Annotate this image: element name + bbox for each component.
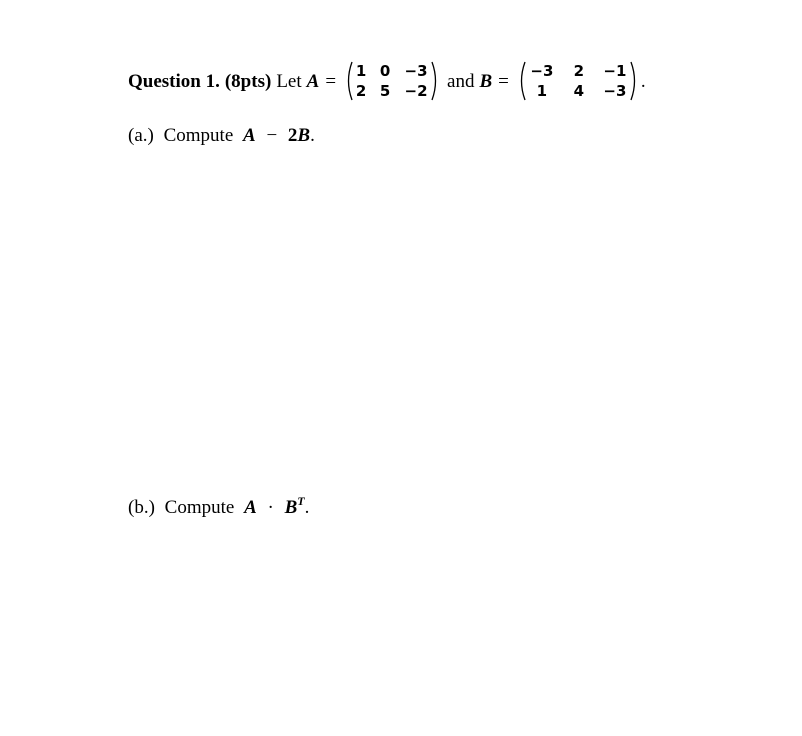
matrix-b-cell: 2 [573,61,585,80]
dot-operator: · [267,497,274,518]
part-b-text: Compute [164,497,235,518]
left-paren-icon [344,61,353,101]
matrix-b-cell: −3 [603,81,627,100]
matrix-b-cell: −1 [603,61,627,80]
matrix-a-variable: A [306,70,320,92]
part-a-text: Compute [163,125,234,146]
part-a-period: . [310,125,315,146]
matrix-a-cell: −3 [404,61,428,80]
part-a-label: (a.) [128,125,154,146]
part-b-var-a: A [244,497,257,518]
matrix-b [517,61,639,101]
matrix-a-cell: 5 [379,81,391,100]
matrix-a-cell: 1 [355,61,367,80]
matrix-a-grid [353,61,431,101]
matrix-a-cell: −2 [404,81,428,100]
matrix-a-cell: 2 [355,81,367,100]
matrix-a-cell: 0 [379,61,391,80]
part-a-coefficient: 2 [287,125,298,146]
part-a-prompt [128,126,315,145]
equals-sign: = [325,70,337,92]
part-b-prompt [128,495,309,517]
transpose-superscript: T [297,494,305,508]
matrix-b-grid [526,61,630,101]
matrix-b-variable: B [479,70,493,92]
matrix-b-cell: 1 [536,81,548,100]
right-paren-icon [630,61,639,101]
question-label: Question 1. [128,70,220,92]
left-paren-icon [517,61,526,101]
right-paren-icon [431,61,440,101]
minus-sign: − [266,125,278,146]
question-points: (8pts) [224,70,272,92]
part-a-var-a: A [243,125,256,146]
matrix-a [344,61,440,101]
matrix-b-cell: −3 [530,61,554,80]
part-b-var-b: B [284,497,298,518]
part-a-var-b: B [297,125,311,146]
matrix-b-cell: 4 [573,81,585,100]
question-period: . [640,70,646,92]
question-line [128,60,646,102]
equals-sign: = [498,70,509,92]
let-text: Let [276,70,302,92]
and-text: and [447,70,475,92]
part-b-period: . [304,497,310,518]
part-b-label: (b.) [128,497,155,518]
